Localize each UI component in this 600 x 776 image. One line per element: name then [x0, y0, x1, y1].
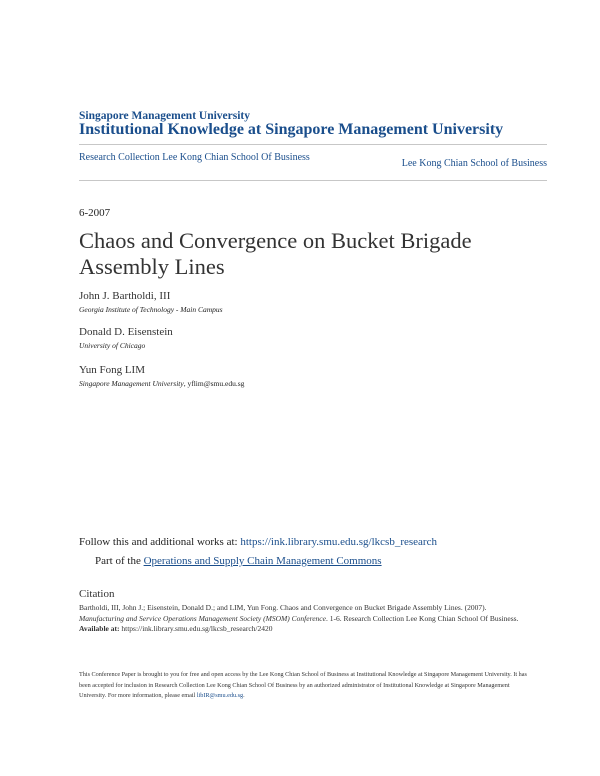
footer-email-link[interactable]: libIR@smu.edu.sg — [196, 692, 244, 699]
school-link[interactable]: Lee Kong Chian School of Business — [401, 158, 547, 169]
follow-line — [79, 536, 437, 548]
citation-text — [79, 603, 529, 635]
citation-heading: Citation — [79, 588, 115, 600]
part-of-line — [95, 555, 382, 567]
author-email: , yflim@smu.edu.sg — [183, 379, 245, 388]
author-affiliation — [79, 379, 244, 388]
affiliation-text: Singapore Management University — [79, 379, 184, 388]
author-name: Donald D. Eisenstein — [79, 326, 173, 338]
available-link[interactable]: https://ink.library.smu.edu.sg/lkcsb_research/2420 — [121, 624, 273, 633]
available-label: Available at: — [79, 624, 120, 633]
footer-notice — [79, 670, 529, 702]
header-divider-top — [79, 144, 547, 145]
header-divider-bottom — [79, 180, 547, 181]
follow-link[interactable]: https://ink.library.smu.edu.sg/lkcsb_research — [240, 536, 437, 548]
author-affiliation: Georgia Institute of Technology - Main Campus — [79, 305, 223, 314]
footer-end: . — [243, 692, 245, 699]
commons-link[interactable]: Operations and Supply Chain Management Commons — [143, 555, 382, 567]
author-name: John J. Bartholdi, III — [79, 290, 171, 302]
citation-venue: Manufacturing and Service Operations Management Society (MSOM) Conference — [79, 613, 326, 623]
author-affiliation: University of Chicago — [79, 341, 146, 350]
university-name: Singapore Management University — [79, 110, 251, 122]
citation-end: . 1-6. Research Collection Lee Kong Chian School Of Business. — [325, 613, 519, 623]
follow-label: Follow this and additional works at: — [79, 536, 238, 548]
paper-title: Chaos and Convergence on Bucket Brigade Assembly Lines — [79, 228, 472, 279]
footer-text: This Conference Paper is brought to you for free and open access by the Lee Kong Chian School of Business at Institutional Knowledge at Singapore Management University. It has been accepted for inclusion in Research Collection Lee Kong Chian School Of Business by an authorized administrator of Institutional Knowledge at Singapore Management University. For more information, please email — [79, 671, 527, 699]
author-name: Yun Fong LIM — [79, 364, 146, 376]
citation-main: Bartholdi, III, John J.; Eisenstein, Donald D.; and LIM, Yun Fong. Chaos and Convergence on Bucket Brigade Assembly Lines. (2007). — [79, 603, 487, 612]
part-of-label: Part of the — [95, 555, 141, 567]
repository-link[interactable]: Institutional Knowledge at Singapore Management University — [79, 121, 504, 138]
publication-date: 6-2007 — [79, 207, 111, 219]
collection-link[interactable]: Research Collection Lee Kong Chian School Of Business — [79, 152, 310, 163]
